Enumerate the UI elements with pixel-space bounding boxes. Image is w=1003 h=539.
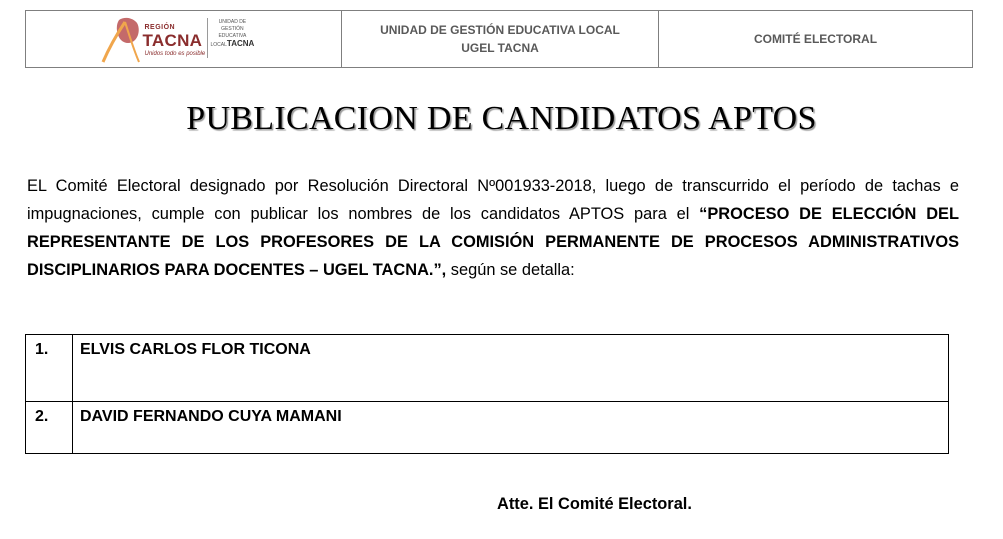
document-header <box>25 10 973 68</box>
header-committee-cell: COMITÉ ELECTORAL <box>753 32 878 46</box>
logo-divider <box>207 18 208 58</box>
unit-line1: UNIDAD DE GESTIÓN EDUCATIVA LOCAL <box>380 23 620 37</box>
candidate-name: ELVIS CARLOS FLOR TICONA <box>73 335 949 402</box>
logo-side-text <box>211 19 255 49</box>
candidate-name: DAVID FERNANDO CUYA MAMANI <box>73 402 949 454</box>
region-tacna-logo <box>99 14 269 64</box>
signature: Atte. El Comité Electoral. <box>497 495 692 513</box>
logo-region-text: REGIÓN <box>144 24 176 31</box>
unit-line2: UGEL TACNA <box>461 41 539 55</box>
logo-slogan: Unidos todo es posible <box>144 51 206 57</box>
logo-side-line3: EDUCATIVA <box>218 33 247 39</box>
page-title: PUBLICACION DE CANDIDATOS APTOS <box>186 100 817 137</box>
logo-side-line2: GESTIÓN <box>221 26 244 32</box>
logo-side-line4 <box>211 40 255 49</box>
logo-tacna-text: TACNA <box>142 31 203 50</box>
logo-side-tacna: TACNA <box>226 39 255 48</box>
table-row <box>26 402 949 454</box>
paragraph-intro: EL Comité Electoral designado por Resolución Directoral Nº001933-2018, luego de transcurrido el período de tachas e impugnaciones, cumple con publicar los nombres de los candidatos APTOS para el <box>27 177 959 223</box>
candidates-table <box>25 334 949 454</box>
candidate-number: 2. <box>26 402 73 454</box>
paragraph-process: “PROCESO DE ELECCIÓN DEL REPRESENTANTE DE LOS PROFESORES DE LA COMISIÓN PERMANENTE DE PROCESOS ADMINISTRATIVOS DISCIPLINARIOS PARA DOCENTES – UGEL TACNA.”, <box>27 205 959 279</box>
body-paragraph <box>27 172 959 284</box>
candidate-number: 1. <box>26 335 73 402</box>
table-row <box>26 335 949 402</box>
header-unit-cell <box>342 11 659 67</box>
logo-side-line1: UNIDAD DE <box>218 19 247 25</box>
paragraph-outro: según se detalla: <box>446 261 575 279</box>
logo-side-local: LOCAL <box>210 42 227 48</box>
header-logo-cell <box>26 11 342 67</box>
